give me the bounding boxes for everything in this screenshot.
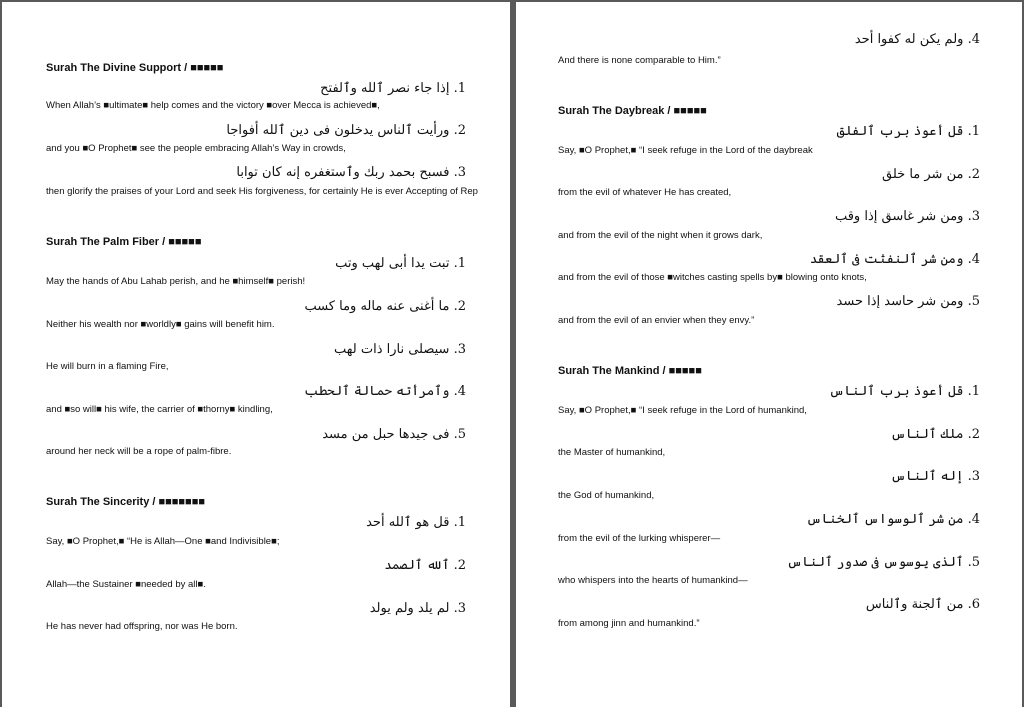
verse-translation: the God of humankind, (558, 490, 655, 501)
arabic-verse: 2. ملك ٱلناس (890, 427, 980, 442)
arabic-verse: 3. ومن شر غاسق إذا وقب (834, 209, 980, 224)
verse-translation: Say, ■O Prophet,■ “He is Allah—One ■and Indivisible■; (46, 536, 280, 547)
arabic-verse: 1. قل أعوذ برب ٱلفلق (836, 124, 980, 139)
arabic-verse: 5. فى جيدها حبل من مسد (322, 427, 466, 442)
verse-translation: and from the evil of the night when it grows dark, (558, 230, 763, 241)
arabic-verse: 2. من شر ما خلق (882, 167, 980, 182)
arabic-verse: 4. ومن شر ٱلنفثت فى ٱلعقد (809, 252, 980, 267)
verse-translation: then glorify the praises of your Lord and seek His forgiveness, for certainly He is ever Accepting of Rep (46, 186, 478, 197)
arabic-verse: 3. لم يلد ولم يولد (369, 601, 466, 616)
verse-translation: who whispers into the hearts of humankind— (558, 575, 748, 586)
arabic-verse: 3. إله ٱلناس (890, 469, 980, 484)
verse-translation: He will burn in a flaming Fire, (46, 361, 169, 372)
surah-title: Surah The Mankind / ■■■■■ (558, 365, 702, 377)
surah-title: Surah The Palm Fiber / ■■■■■ (46, 236, 202, 248)
arabic-verse: 4. وٱمرأته حمالة ٱلحطب (304, 384, 466, 399)
document-page-left (2, 2, 510, 707)
arabic-verse: 5. ٱلذى يوسوس فى صدور ٱلناس (786, 555, 980, 570)
verse-translation: Neither his wealth nor ■worldly■ gains will benefit him. (46, 319, 275, 330)
surah-title: Surah The Sincerity / ■■■■■■■ (46, 496, 205, 508)
arabic-verse: 1. قل أعوذ برب ٱلناس (829, 384, 980, 399)
arabic-verse: 4. ولم يكن له كفوا أحد (854, 32, 980, 47)
verse-translation: and you ■O Prophet■ see the people embracing Allah’s Way in crowds, (46, 143, 346, 154)
arabic-verse: 1. تبت يدا أبى لهب وتب (335, 256, 466, 271)
arabic-verse: 2. ورأيت ٱلناس يدخلون فى دين ٱلله أفواجا (226, 123, 466, 138)
verse-translation: from among jinn and humankind.” (558, 618, 700, 629)
verse-translation: And there is none comparable to Him.” (558, 55, 721, 66)
verse-translation: around her neck will be a rope of palm-fibre. (46, 446, 232, 457)
verse-translation: Say, ■O Prophet,■ “I seek refuge in the Lord of humankind, (558, 405, 807, 416)
arabic-verse: 3. فسبح بحمد ربك وٱستغفره إنه كان توابا (236, 165, 466, 180)
arabic-verse: 2. ٱلله ٱلصمد (384, 558, 466, 573)
verse-translation: and from the evil of an envier when they envy.” (558, 315, 755, 326)
arabic-verse: 1. إذا جاء نصر ٱلله وٱلفتح (320, 81, 466, 96)
arabic-verse: 6. من ٱلجنة وٱلناس (865, 597, 980, 612)
arabic-verse: 5. ومن شر حاسد إذا حسد (836, 294, 980, 309)
arabic-verse: 4. من شر ٱلوسواس ٱلخناس (806, 512, 980, 527)
surah-title: Surah The Divine Support / ■■■■■ (46, 62, 224, 74)
verse-translation: and from the evil of those ■witches casting spells by■ blowing onto knots, (558, 272, 867, 283)
verse-translation: May the hands of Abu Lahab perish, and he ■himself■ perish! (46, 276, 306, 287)
verse-translation: the Master of humankind, (558, 447, 666, 458)
verse-translation: Allah—the Sustainer ■needed by all■. (46, 579, 206, 590)
arabic-verse: 3. سيصلى نارا ذات لهب (334, 342, 466, 357)
arabic-verse: 2. ما أغنى عنه ماله وما كسب (304, 299, 466, 314)
verse-translation: from the evil of the lurking whisperer— (558, 533, 721, 544)
arabic-verse: 1. قل هو ٱلله أحد (366, 515, 466, 530)
verse-translation: He has never had offspring, nor was He born. (46, 621, 238, 632)
verse-translation: Say, ■O Prophet,■ “I seek refuge in the Lord of the daybreak (558, 145, 813, 156)
document-page-right (516, 2, 1022, 707)
verse-translation: When Allah’s ■ultimate■ help comes and the victory ■over Mecca is achieved■, (46, 100, 380, 111)
verse-translation: from the evil of whatever He has created, (558, 187, 732, 198)
surah-title: Surah The Daybreak / ■■■■■ (558, 105, 707, 117)
verse-translation: and ■so will■ his wife, the carrier of ■thorny■ kindling, (46, 404, 273, 415)
